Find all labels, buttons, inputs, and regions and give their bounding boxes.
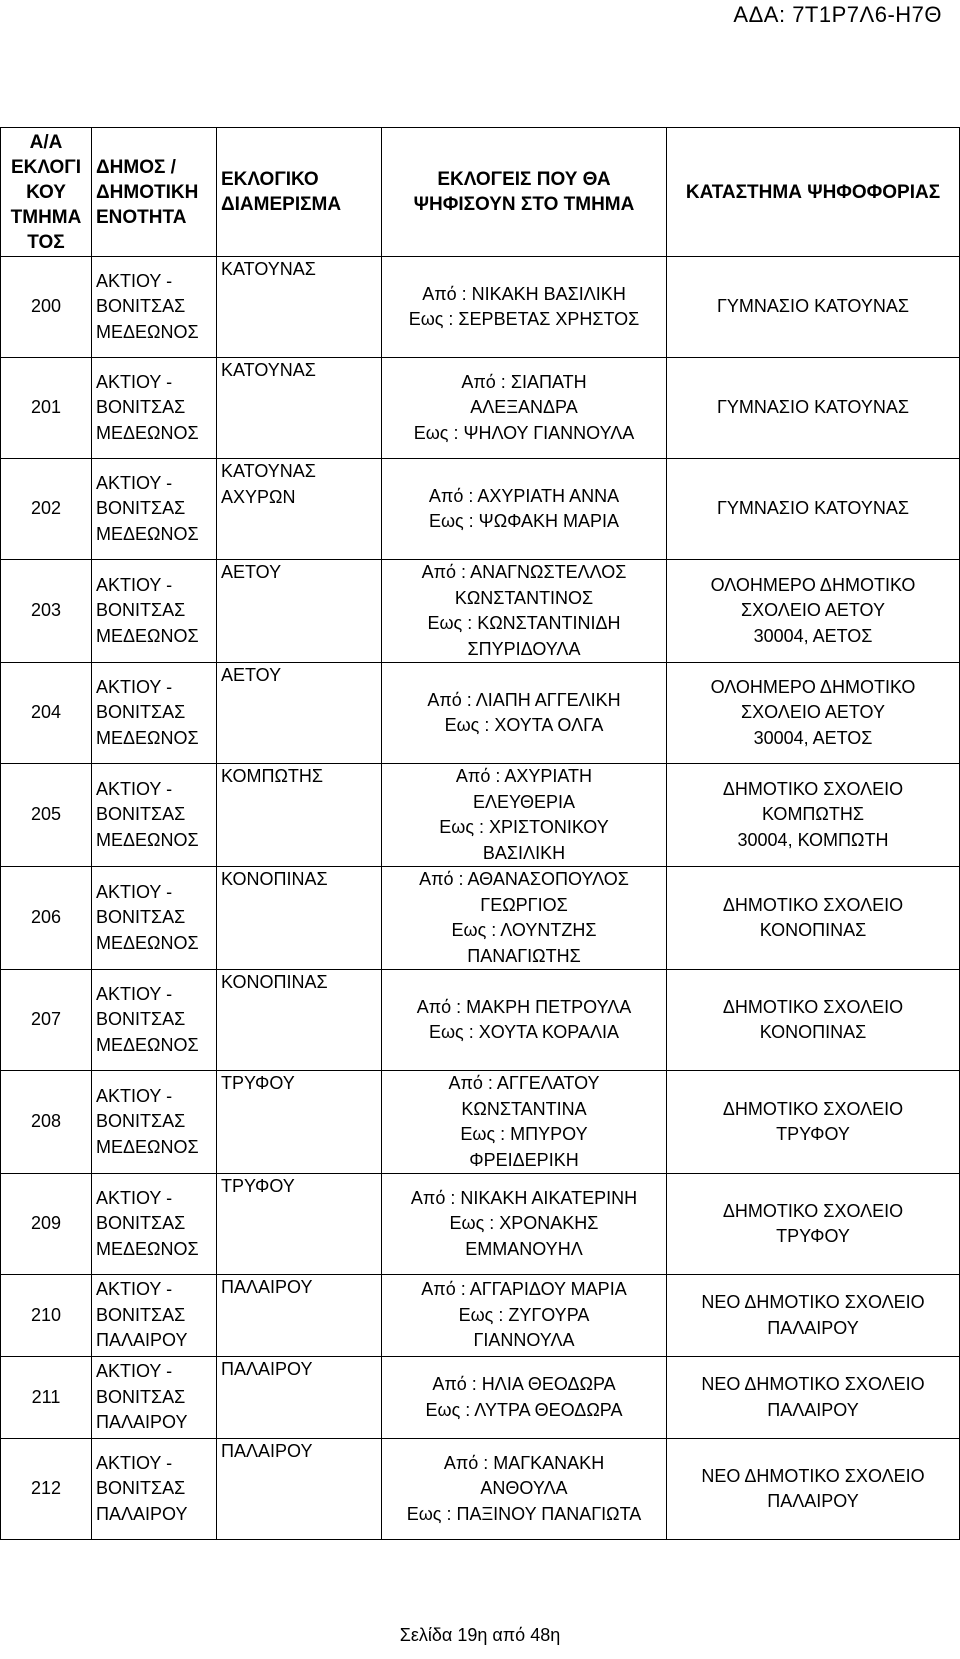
cell-dimos: ΑΚΤΙΟΥ - ΒΟΝΙΤΣΑΣ ΜΕΔΕΩΝΟΣ [92, 459, 217, 560]
header-dimos: ΔΗΜΟΣ / ΔΗΜΟΤΙΚΗ ΕΝΟΤΗΤΑ [92, 128, 217, 257]
cell-dimos: ΑΚΤΙΟΥ - ΒΟΝΙΤΣΑΣ ΜΕΔΕΩΝΟΣ [92, 663, 217, 764]
cell-aa: 209 [1, 1174, 92, 1275]
cell-aa: 205 [1, 764, 92, 867]
cell-dimos: ΑΚΤΙΟΥ - ΒΟΝΙΤΣΑΣ ΜΕΔΕΩΝΟΣ [92, 1071, 217, 1174]
cell-katastima: ΔΗΜΟΤΙΚΟ ΣΧΟΛΕΙΟ ΤΡΥΦΟΥ [667, 1071, 960, 1174]
cell-dimos: ΑΚΤΙΟΥ - ΒΟΝΙΤΣΑΣ ΠΑΛΑΙΡΟΥ [92, 1275, 217, 1357]
cell-dimos: ΑΚΤΙΟΥ - ΒΟΝΙΤΣΑΣ ΜΕΔΕΩΝΟΣ [92, 257, 217, 358]
cell-katastima: ΔΗΜΟΤΙΚΟ ΣΧΟΛΕΙΟ ΚΟΝΟΠΙΝΑΣ [667, 970, 960, 1071]
cell-dimos: ΑΚΤΙΟΥ - ΒΟΝΙΤΣΑΣ ΠΑΛΑΙΡΟΥ [92, 1357, 217, 1439]
table-row [1, 1439, 960, 1540]
cell-diamerisma: ΑΕΤΟΥ [217, 663, 382, 764]
cell-dimos: ΑΚΤΙΟΥ - ΒΟΝΙΤΣΑΣ ΜΕΔΕΩΝΟΣ [92, 764, 217, 867]
cell-diamerisma: ΠΑΛΑΙΡΟΥ [217, 1357, 382, 1439]
table-row [1, 764, 960, 867]
cell-diamerisma: ΤΡΥΦΟΥ [217, 1071, 382, 1174]
cell-voters: Από : ΝΙΚΑΚΗ ΑΙΚΑΤΕΡΙΝΗ Εως : ΧΡΟΝΑΚΗΣ ΕΜΜΑΝΟΥΗΛ [382, 1174, 667, 1275]
cell-diamerisma: ΑΕΤΟΥ [217, 560, 382, 663]
table-row [1, 560, 960, 663]
table-row [1, 358, 960, 459]
cell-diamerisma: ΚΟΜΠΩΤΗΣ [217, 764, 382, 867]
cell-aa: 210 [1, 1275, 92, 1357]
cell-aa: 211 [1, 1357, 92, 1439]
cell-dimos: ΑΚΤΙΟΥ - ΒΟΝΙΤΣΑΣ ΜΕΔΕΩΝΟΣ [92, 867, 217, 970]
header-diamerisma: ΕΚΛΟΓΙΚΟ ΔΙΑΜΕΡΙΣΜΑ [217, 128, 382, 257]
cell-katastima: ΔΗΜΟΤΙΚΟ ΣΧΟΛΕΙΟ ΚΟΜΠΩΤΗΣ 30004, ΚΟΜΠΩΤΗ [667, 764, 960, 867]
table-row [1, 970, 960, 1071]
cell-dimos: ΑΚΤΙΟΥ - ΒΟΝΙΤΣΑΣ ΜΕΔΕΩΝΟΣ [92, 1174, 217, 1275]
table-row [1, 867, 960, 970]
table-row [1, 459, 960, 560]
cell-katastima: ΓΥΜΝΑΣΙΟ ΚΑΤΟΥΝΑΣ [667, 459, 960, 560]
cell-voters: Από : ΑΘΑΝΑΣΟΠΟΥΛΟΣ ΓΕΩΡΓΙΟΣ Εως : ΛΟΥΝΤΖΗΣ ΠΑΝΑΓΙΩΤΗΣ [382, 867, 667, 970]
cell-dimos: ΑΚΤΙΟΥ - ΒΟΝΙΤΣΑΣ ΜΕΔΕΩΝΟΣ [92, 560, 217, 663]
cell-katastima: ΓΥΜΝΑΣΙΟ ΚΑΤΟΥΝΑΣ [667, 257, 960, 358]
table-row [1, 1071, 960, 1174]
cell-katastima: ΝΕΟ ΔΗΜΟΤΙΚΟ ΣΧΟΛΕΙΟ ΠΑΛΑΙΡΟΥ [667, 1275, 960, 1357]
cell-aa: 204 [1, 663, 92, 764]
cell-voters: Από : ΛΙΑΠΗ ΑΓΓΕΛΙΚΗ Εως : ΧΟΥΤΑ ΟΛΓΑ [382, 663, 667, 764]
cell-diamerisma: ΚΑΤΟΥΝΑΣ [217, 358, 382, 459]
cell-katastima: ΔΗΜΟΤΙΚΟ ΣΧΟΛΕΙΟ ΚΟΝΟΠΙΝΑΣ [667, 867, 960, 970]
cell-katastima: ΟΛΟΗΜΕΡΟ ΔΗΜΟΤΙΚΟ ΣΧΟΛΕΙΟ ΑΕΤΟΥ 30004, ΑΕΤΟΣ [667, 560, 960, 663]
cell-aa: 202 [1, 459, 92, 560]
cell-voters: Από : ΑΓΓΕΛΑΤΟΥ ΚΩΝΣΤΑΝΤΙΝΑ Εως : ΜΠΥΡΟΥ ΦΡΕΙΔΕΡΙΚΗ [382, 1071, 667, 1174]
page-number: Σελίδα 19η από 48η [399, 1625, 561, 1645]
table-row [1, 257, 960, 358]
cell-voters: Από : ΣΙΑΠΑΤΗ ΑΛΕΞΑΝΔΡΑ Εως : ΨΗΛΟΥ ΓΙΑΝΝΟΥΛΑ [382, 358, 667, 459]
cell-aa: 203 [1, 560, 92, 663]
cell-aa: 207 [1, 970, 92, 1071]
cell-diamerisma: ΠΑΛΑΙΡΟΥ [217, 1275, 382, 1357]
cell-aa: 212 [1, 1439, 92, 1540]
cell-voters: Από : ΑΧΥΡΙΑΤΗ ΑΝΝΑ Εως : ΨΩΦΑΚΗ ΜΑΡΙΑ [382, 459, 667, 560]
cell-diamerisma: ΚΑΤΟΥΝΑΣ ΑΧΥΡΩΝ [217, 459, 382, 560]
cell-diamerisma: ΠΑΛΑΙΡΟΥ [217, 1439, 382, 1540]
cell-diamerisma: ΚΟΝΟΠΙΝΑΣ [217, 970, 382, 1071]
cell-voters: Από : ΑΧΥΡΙΑΤΗ ΕΛΕΥΘΕΡΙΑ Εως : ΧΡΙΣΤΟΝΙΚΟΥ ΒΑΣΙΛΙΚΗ [382, 764, 667, 867]
ada-code: ΑΔΑ: 7Τ1Ρ7Λ6-Η7Θ [733, 2, 942, 27]
header-voters: ΕΚΛΟΓΕΙΣ ΠΟΥ ΘΑ ΨΗΦΙΣΟΥΝ ΣΤΟ ΤΜΗΜΑ [382, 128, 667, 257]
cell-voters: Από : ΑΝΑΓΝΩΣΤΕΛΛΟΣ ΚΩΝΣΤΑΝΤΙΝΟΣ Εως : ΚΩΝΣΤΑΝΤΙΝΙΔΗ ΣΠΥΡΙΔΟΥΛΑ [382, 560, 667, 663]
cell-voters: Από : ΗΛΙΑ ΘΕΟΔΩΡΑ Εως : ΛΥΤΡΑ ΘΕΟΔΩΡΑ [382, 1357, 667, 1439]
polling-stations-table [0, 127, 960, 1540]
header-aa: Α/Α ΕΚΛΟΓΙ ΚΟΥ ΤΜΗΜΑ ΤΟΣ [1, 128, 92, 257]
cell-katastima: ΟΛΟΗΜΕΡΟ ΔΗΜΟΤΙΚΟ ΣΧΟΛΕΙΟ ΑΕΤΟΥ 30004, ΑΕΤΟΣ [667, 663, 960, 764]
cell-aa: 200 [1, 257, 92, 358]
cell-dimos: ΑΚΤΙΟΥ - ΒΟΝΙΤΣΑΣ ΠΑΛΑΙΡΟΥ [92, 1439, 217, 1540]
cell-voters: Από : ΝΙΚΑΚΗ ΒΑΣΙΛΙΚΗ Εως : ΣΕΡΒΕΤΑΣ ΧΡΗΣΤΟΣ [382, 257, 667, 358]
cell-aa: 208 [1, 1071, 92, 1174]
table-header-row [1, 128, 960, 257]
cell-diamerisma: ΚΟΝΟΠΙΝΑΣ [217, 867, 382, 970]
header-katastima: ΚΑΤΑΣΤΗΜΑ ΨΗΦΟΦΟΡΙΑΣ [667, 128, 960, 257]
table-row [1, 663, 960, 764]
cell-voters: Από : ΑΓΓΑΡΙΔΟΥ ΜΑΡΙΑ Εως : ΖΥΓΟΥΡΑ ΓΙΑΝΝΟΥΛΑ [382, 1275, 667, 1357]
cell-diamerisma: ΤΡΥΦΟΥ [217, 1174, 382, 1275]
cell-dimos: ΑΚΤΙΟΥ - ΒΟΝΙΤΣΑΣ ΜΕΔΕΩΝΟΣ [92, 358, 217, 459]
cell-aa: 201 [1, 358, 92, 459]
cell-katastima: ΓΥΜΝΑΣΙΟ ΚΑΤΟΥΝΑΣ [667, 358, 960, 459]
table-row [1, 1174, 960, 1275]
table-row [1, 1275, 960, 1357]
cell-voters: Από : ΜΑΓΚΑΝΑΚΗ ΑΝΘΟΥΛΑ Εως : ΠΑΞΙΝΟΥ ΠΑΝΑΓΙΩΤΑ [382, 1439, 667, 1540]
cell-katastima: ΔΗΜΟΤΙΚΟ ΣΧΟΛΕΙΟ ΤΡΥΦΟΥ [667, 1174, 960, 1275]
cell-voters: Από : ΜΑΚΡΗ ΠΕΤΡΟΥΛΑ Εως : ΧΟΥΤΑ ΚΟΡΑΛΙΑ [382, 970, 667, 1071]
cell-katastima: ΝΕΟ ΔΗΜΟΤΙΚΟ ΣΧΟΛΕΙΟ ΠΑΛΑΙΡΟΥ [667, 1439, 960, 1540]
cell-katastima: ΝΕΟ ΔΗΜΟΤΙΚΟ ΣΧΟΛΕΙΟ ΠΑΛΑΙΡΟΥ [667, 1357, 960, 1439]
cell-diamerisma: ΚΑΤΟΥΝΑΣ [217, 257, 382, 358]
cell-aa: 206 [1, 867, 92, 970]
table-row [1, 1357, 960, 1439]
cell-dimos: ΑΚΤΙΟΥ - ΒΟΝΙΤΣΑΣ ΜΕΔΕΩΝΟΣ [92, 970, 217, 1071]
